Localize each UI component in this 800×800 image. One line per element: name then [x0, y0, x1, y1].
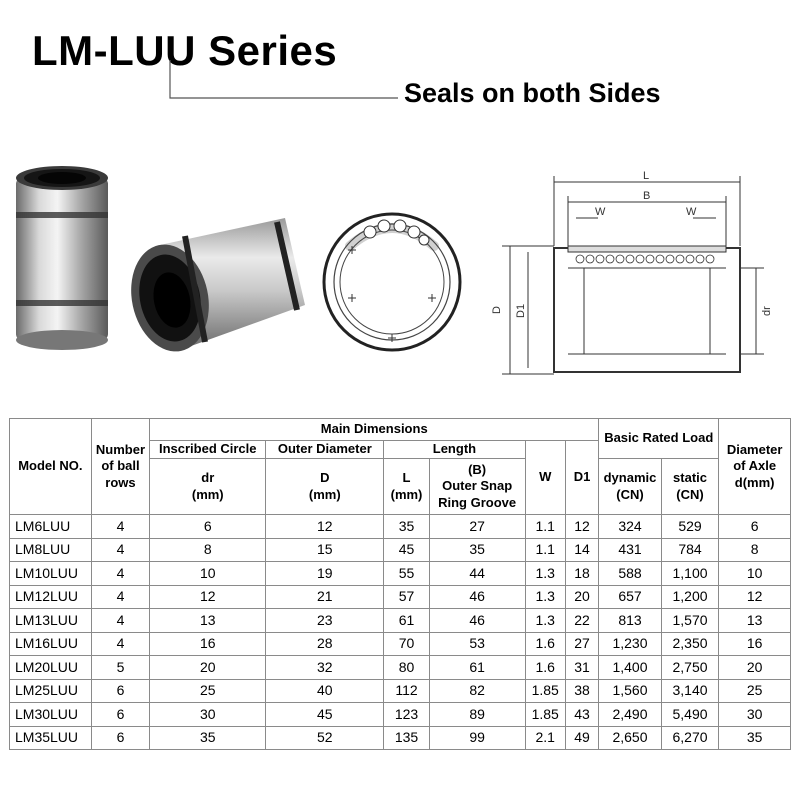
table-cell: 12	[565, 515, 598, 539]
table-cell-model: LM6LUU	[10, 515, 92, 539]
table-cell-model: LM20LUU	[10, 656, 92, 680]
specification-table	[9, 418, 791, 750]
table-cell: 112	[384, 679, 429, 703]
table-cell: 45	[384, 538, 429, 562]
table-cell: 529	[661, 515, 719, 539]
table-row	[10, 679, 791, 703]
table-cell: 1.6	[525, 656, 565, 680]
table-cell: 46	[429, 609, 525, 633]
table-row	[10, 585, 791, 609]
table-cell: 18	[565, 562, 598, 586]
table-cell: 1.6	[525, 632, 565, 656]
specification-table-body	[10, 515, 791, 750]
table-cell: 1.85	[525, 703, 565, 727]
table-cell: 20	[150, 656, 266, 680]
table-cell: 55	[384, 562, 429, 586]
table-cell: 123	[384, 703, 429, 727]
table-cell: 2,750	[661, 656, 719, 680]
table-cell: 5	[91, 656, 150, 680]
table-cell: 6	[150, 515, 266, 539]
header-L: L (mm)	[384, 459, 429, 515]
table-cell: 70	[384, 632, 429, 656]
table-cell: 80	[384, 656, 429, 680]
table-cell: 44	[429, 562, 525, 586]
table-row	[10, 703, 791, 727]
table-cell-model: LM8LUU	[10, 538, 92, 562]
table-cell: 1.3	[525, 609, 565, 633]
header-dr: dr (mm)	[150, 459, 266, 515]
table-cell: 35	[150, 726, 266, 750]
table-cell: 2,650	[599, 726, 662, 750]
table-cell: 21	[266, 585, 384, 609]
table-cell: 1.85	[525, 679, 565, 703]
label-W-right: W	[686, 206, 697, 218]
table-row	[10, 562, 791, 586]
label-W-left: W	[595, 206, 606, 218]
table-cell: 30	[150, 703, 266, 727]
table-cell-model: LM30LUU	[10, 703, 92, 727]
table-cell: 2,490	[599, 703, 662, 727]
table-cell: 31	[565, 656, 598, 680]
table-cell: 32	[266, 656, 384, 680]
table-cell: 57	[384, 585, 429, 609]
table-cell: 19	[266, 562, 384, 586]
table-cell: 1,200	[661, 585, 719, 609]
label-B: B	[643, 190, 651, 202]
page-title: LM-LUU Series	[32, 27, 338, 74]
bearing-photo-standing	[8, 160, 116, 355]
bearing-cross-section-drawing	[318, 198, 468, 366]
table-cell: 12	[150, 585, 266, 609]
table-cell: 53	[429, 632, 525, 656]
table-cell: 657	[599, 585, 662, 609]
bearing-photo-lying	[125, 210, 315, 360]
table-cell: 28	[266, 632, 384, 656]
table-cell-model: LM13LUU	[10, 609, 92, 633]
table-cell: 82	[429, 679, 525, 703]
table-cell: 49	[565, 726, 598, 750]
table-cell: 25	[150, 679, 266, 703]
table-cell: 46	[429, 585, 525, 609]
table-cell: 13	[719, 609, 791, 633]
table-cell: 8	[719, 538, 791, 562]
table-cell: 35	[719, 726, 791, 750]
table-cell: 27	[429, 515, 525, 539]
table-cell: 45	[266, 703, 384, 727]
table-cell: 4	[91, 562, 150, 586]
table-row	[10, 609, 791, 633]
label-dr: dr	[761, 306, 773, 316]
header-D: D (mm)	[266, 459, 384, 515]
table-cell-model: LM10LUU	[10, 562, 92, 586]
table-cell: 1,560	[599, 679, 662, 703]
label-L: L	[643, 170, 650, 182]
table-cell: 40	[266, 679, 384, 703]
table-cell: 4	[91, 609, 150, 633]
header-main-dimensions: Main Dimensions	[150, 419, 599, 441]
table-cell: 12	[266, 515, 384, 539]
table-cell: 1,400	[599, 656, 662, 680]
table-cell: 10	[719, 562, 791, 586]
table-cell: 135	[384, 726, 429, 750]
table-cell: 16	[719, 632, 791, 656]
table-cell: 52	[266, 726, 384, 750]
table-cell: 784	[661, 538, 719, 562]
label-D1: D1	[515, 303, 527, 318]
table-cell-model: LM35LUU	[10, 726, 92, 750]
table-cell: 813	[599, 609, 662, 633]
label-D: D	[491, 306, 503, 314]
header-W: W	[525, 441, 565, 515]
table-cell: 4	[91, 515, 150, 539]
header-inscribed-circle: Inscribed Circle	[150, 441, 266, 459]
header-model: Model NO.	[10, 419, 92, 515]
header-ball-rows: Number of ball rows	[91, 419, 150, 515]
table-cell: 3,140	[661, 679, 719, 703]
table-cell: 10	[150, 562, 266, 586]
table-cell: 6	[719, 515, 791, 539]
table-cell: 25	[719, 679, 791, 703]
table-row	[10, 632, 791, 656]
table-cell-model: LM25LUU	[10, 679, 92, 703]
table-cell: 6	[91, 679, 150, 703]
table-cell: 27	[565, 632, 598, 656]
table-cell: 61	[429, 656, 525, 680]
table-cell: 38	[565, 679, 598, 703]
table-cell-model: LM12LUU	[10, 585, 92, 609]
bearing-dimension-drawing	[488, 168, 778, 386]
table-cell-model: LM16LUU	[10, 632, 92, 656]
table-cell: 8	[150, 538, 266, 562]
table-cell: 6,270	[661, 726, 719, 750]
table-row	[10, 538, 791, 562]
table-cell: 1.3	[525, 562, 565, 586]
table-cell: 43	[565, 703, 598, 727]
table-row	[10, 656, 791, 680]
table-cell: 22	[565, 609, 598, 633]
header-outer-diameter: Outer Diameter	[266, 441, 384, 459]
table-cell: 35	[384, 515, 429, 539]
header-dynamic: dynamic (CN)	[599, 459, 662, 515]
table-cell: 1.1	[525, 515, 565, 539]
table-cell: 1.3	[525, 585, 565, 609]
table-row	[10, 515, 791, 539]
table-cell: 431	[599, 538, 662, 562]
table-cell: 20	[565, 585, 598, 609]
table-cell: 30	[719, 703, 791, 727]
table-cell: 6	[91, 726, 150, 750]
table-cell: 2.1	[525, 726, 565, 750]
table-cell: 13	[150, 609, 266, 633]
table-cell: 1,230	[599, 632, 662, 656]
table-cell: 5,490	[661, 703, 719, 727]
table-cell: 4	[91, 538, 150, 562]
table-cell: 20	[719, 656, 791, 680]
table-cell: 2,350	[661, 632, 719, 656]
table-cell: 324	[599, 515, 662, 539]
header-static: static (CN)	[661, 459, 719, 515]
table-cell: 15	[266, 538, 384, 562]
table-cell: 16	[150, 632, 266, 656]
table-cell: 99	[429, 726, 525, 750]
header-basic-rated-load: Basic Rated Load	[599, 419, 719, 459]
table-cell: 35	[429, 538, 525, 562]
table-cell: 588	[599, 562, 662, 586]
table-cell: 1,570	[661, 609, 719, 633]
table-row	[10, 726, 791, 750]
header-B: (B) Outer Snap Ring Groove	[429, 459, 525, 515]
table-cell: 23	[266, 609, 384, 633]
table-cell: 14	[565, 538, 598, 562]
table-cell: 4	[91, 632, 150, 656]
table-cell: 89	[429, 703, 525, 727]
header-axle-diameter: Diameter of Axle d(mm)	[719, 419, 791, 515]
callout-line	[0, 0, 800, 120]
page-subtitle: Seals on both Sides	[404, 78, 661, 108]
table-cell: 6	[91, 703, 150, 727]
table-cell: 61	[384, 609, 429, 633]
header-D1: D1	[565, 441, 598, 515]
table-cell: 4	[91, 585, 150, 609]
table-cell: 1,100	[661, 562, 719, 586]
table-cell: 12	[719, 585, 791, 609]
table-cell: 1.1	[525, 538, 565, 562]
header-length: Length	[384, 441, 525, 459]
